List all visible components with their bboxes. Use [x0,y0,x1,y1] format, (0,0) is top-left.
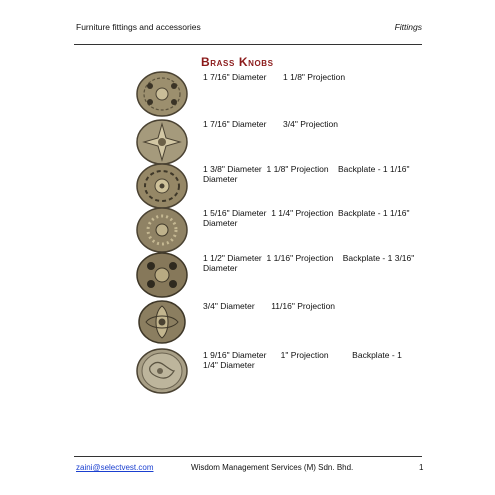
brass-knob-image-3 [134,162,190,210]
brass-knob-image-2 [134,118,190,166]
brass-knob-image-6 [134,298,190,346]
footer-divider [74,456,422,457]
knob-spec-4: 1 5/16" Diameter 1 1/4" Projection Backplate - 1 1/16" Diameter [203,208,412,228]
brass-knob-image-7 [134,347,190,395]
header-section-title: Furniture fittings and accessories [76,22,201,32]
page-title: Brass Knobs [201,55,274,69]
knob-spec-7: 1 9/16" Diameter 1" Projection Backplate - 1 1/4" Diameter [203,350,405,370]
footer-company: Wisdom Management Services (M) Sdn. Bhd. [191,463,354,472]
brass-knob-image-5 [134,251,190,299]
knob-spec-1: 1 7/16" Diameter 1 1/8" Projection [203,72,346,82]
header-category: Fittings [394,22,422,32]
brass-knob-image-4 [134,206,190,254]
brass-knob-image-1 [134,70,190,118]
knob-spec-3: 1 3/8" Diameter 1 1/8" Projection Backplate - 1 1/16" Diameter [203,164,412,184]
knob-spec-2: 1 7/16" Diameter 3/4" Projection [203,119,339,129]
header-divider [74,44,422,45]
page-number: 1 [419,463,424,472]
knob-spec-5: 1 1/2" Diameter 1 1/16" Projection Backplate - 1 3/16" Diameter [203,253,417,273]
knob-spec-6: 3/4" Diameter 11/16" Projection [203,301,336,311]
footer-email-link[interactable]: zaini@selectvest.com [76,463,154,472]
